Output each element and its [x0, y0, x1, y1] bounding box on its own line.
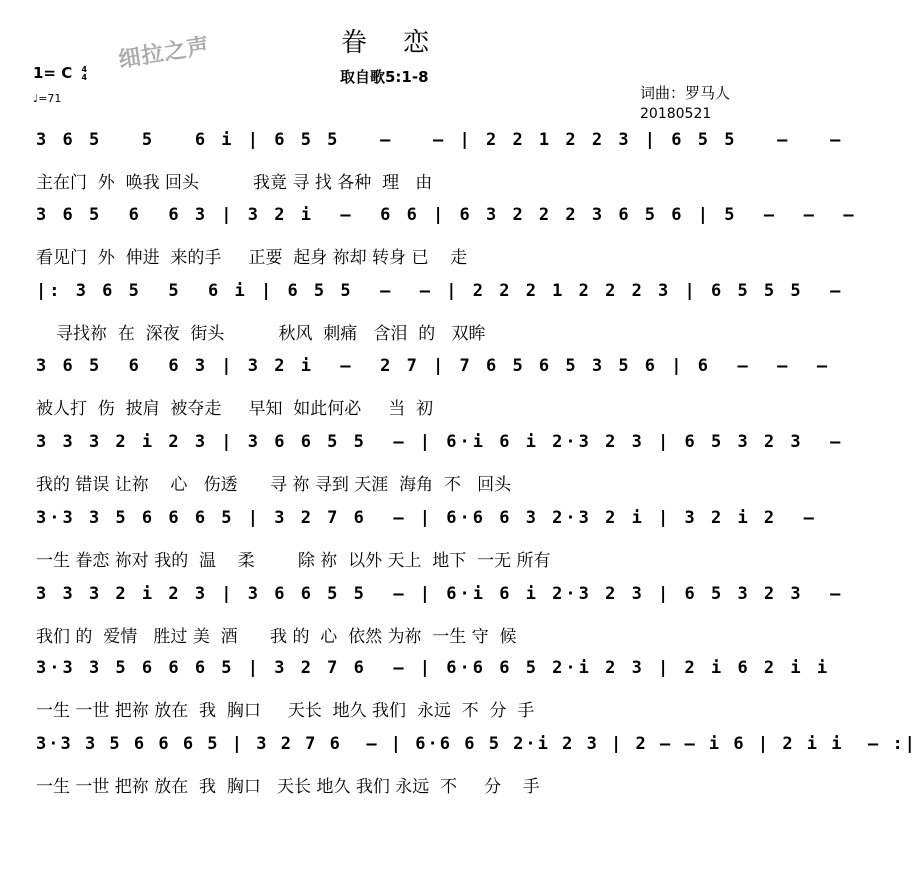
lyrics: 我们 的 爱情 胜过 美 酒 我 的 心 依然 为祢 一生 守 候 [36, 627, 517, 647]
notation-line [0, 652, 831, 688]
lyric-line [0, 470, 784, 500]
notation-line [0, 578, 844, 614]
lyric-line [0, 696, 784, 726]
notation-line [0, 502, 817, 538]
lyric-line [0, 394, 784, 424]
notes: 3 6 5 6 6 3 | 3 2 i – 2 7 | 7 6 5 6 5 3 5 6 | 6 – – – [36, 356, 831, 376]
time-top: 4 [81, 64, 88, 74]
lyric-line [0, 168, 784, 198]
time-bottom: 4 [81, 72, 88, 82]
lyrics: 主在门 外 唤我 回头 我竟 寻 找 各种 理 由 [36, 173, 433, 193]
time-signature [81, 66, 87, 82]
lyrics: 寻找祢 在 深夜 街头 秋风 刺痛 含泪 的 双眸 [56, 324, 486, 344]
key-signature [33, 64, 87, 82]
notation-line [0, 426, 844, 462]
tempo-mark: ♩=71 [33, 92, 62, 105]
watermark-stamp: 细拉之声 [116, 32, 212, 74]
lyrics: 一生 一世 把祢 放在 我 胸口 天长 地久 我们 永远 不 分 手 [36, 701, 535, 721]
notes: 3·3 3 5 6 6 6 5 | 3 2 7 6 – | 6·6 6 3 2·3 2 i | 3 2 i 2 – [36, 508, 817, 528]
scripture-source: 取自歌5:1-8 [340, 68, 429, 86]
notation-line [0, 275, 844, 311]
notes: 3 3 3 2 i 2 3 | 3 6 6 5 5 – | 6·i 6 i 2·3 2 3 | 6 5 3 2 3 – [36, 432, 844, 452]
notes: 3 6 5 6 6 3 | 3 2 i – 6 6 | 6 3 2 2 2 3 6 5 6 | 5 – – – [36, 205, 857, 225]
lyrics: 我的 错误 让祢 心 伤透 寻 祢 寻到 天涯 海角 不 回头 [36, 475, 512, 495]
notation-line [0, 728, 917, 764]
notes: 3·3 3 5 6 6 6 5 | 3 2 7 6 – | 6·6 6 5 2·i 2 3 | 2 – – i 6 | 2 i i – :| [36, 734, 917, 754]
song-title: 眷 恋 [340, 28, 444, 58]
notes: 3 3 3 2 i 2 3 | 3 6 6 5 5 – | 6·i 6 i 2·3 2 3 | 6 5 3 2 3 – [36, 584, 844, 604]
author-credit: 词曲：罗马人 [640, 84, 731, 102]
notes: 3·3 3 5 6 6 6 5 | 3 2 7 6 – | 6·6 6 5 2·i 2 3 | 2 i 6 2 i i [36, 658, 831, 678]
lyrics: 看见门 外 伸进 来的手 正要 起身 祢却 转身 已 走 [36, 248, 468, 268]
lyric-line [0, 772, 784, 802]
notation-line [0, 124, 844, 160]
lyrics: 一生 一世 把祢 放在 我 胸口 天长 地久 我们 永远 不 分 手 [36, 777, 540, 797]
key-label: 1= C [33, 64, 73, 82]
lyric-line [0, 319, 784, 349]
lyrics: 一生 眷恋 祢对 我的 温 柔 除 祢 以外 天上 地下 一无 所有 [36, 551, 551, 571]
date-stamp: 20180521 [640, 106, 712, 122]
notation-line [0, 350, 831, 386]
notes: |: 3 6 5 5 6 i | 6 5 5 – – | 2 2 2 1 2 2 2 3 | 6 5 5 5 – [36, 281, 844, 301]
lyric-line [0, 622, 784, 652]
lyric-line [0, 546, 784, 576]
lyrics: 被人打 伤 披肩 被夺走 早知 如此何必 当 初 [36, 399, 434, 419]
notation-line [0, 199, 857, 235]
notes: 3 6 5 5 6 i | 6 5 5 – – | 2 2 1 2 2 3 | 6 5 5 – – [36, 130, 844, 150]
lyric-line [0, 243, 784, 273]
